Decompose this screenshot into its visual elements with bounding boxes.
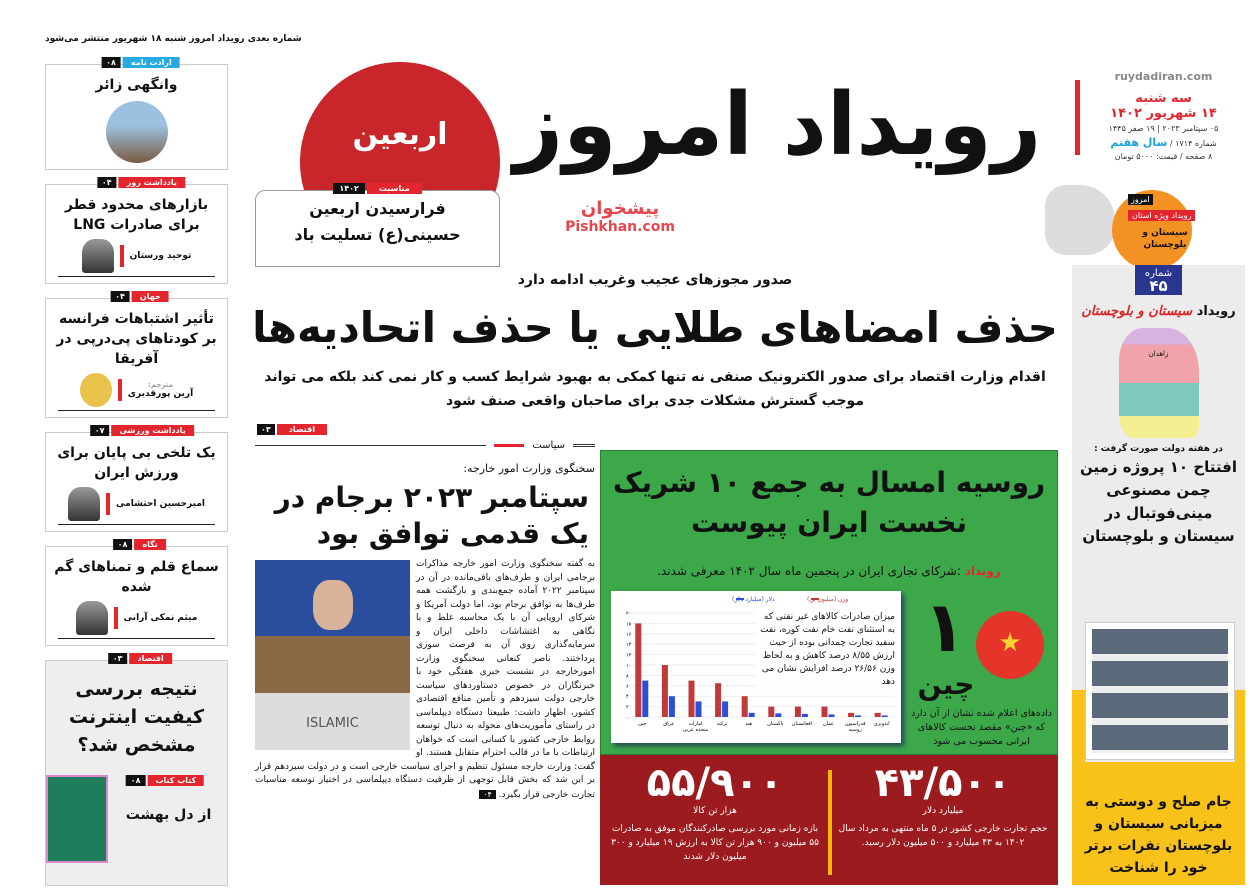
bar-value bbox=[749, 713, 755, 717]
bar-value bbox=[829, 714, 835, 717]
story-category: جهان bbox=[132, 291, 169, 302]
trade-sub: :شرکای تجاری ایران در پنجمین ماه سال ۱۴۰۲ معرفی شدند. bbox=[657, 564, 961, 578]
x-tick-label: افغانستان bbox=[791, 721, 813, 727]
yellow-panel-edge bbox=[1235, 690, 1245, 762]
bar-value bbox=[802, 714, 808, 717]
section-label: سیاست bbox=[532, 440, 565, 451]
author-photo bbox=[68, 487, 100, 521]
arbaeen-calligraphy: اربعین bbox=[352, 117, 448, 152]
story-page: ۰۸ bbox=[101, 57, 121, 68]
story-title: یک تلخی بی پایان برای ورزش ایران bbox=[57, 445, 216, 481]
y-tick-label: ۱۶ bbox=[626, 631, 632, 638]
x-tick-label: اندونزی bbox=[873, 721, 890, 727]
story-category: ارادت نامه bbox=[123, 57, 180, 68]
politics-body-top: به گفته سخنگوی وزارت امور خارجه مذاکرات برجامی ایران و طرف‌های باقی‌مانده در آن در سپتامبر ۲۰۲۲ آماده جمع‌بندی و بازگشت همه طرف‌ها به توافق برجام بود، اما دولت آمریکا و شرکای اروپایی آن با یک محاسبه غلط و با نگاهی به اغتشاشات داخلی ایران و سرمایه‌گذاری روی آن به فرصت سوزی پرداختند. ناصر کنعانی سخنگوی وزارت امورخارجه در نشست خبری هفتگی خود با خبرنگاران در خصوص دستاوردهای سیاست خارجی دولت سیزدهم و تأمین bbox=[416, 559, 595, 704]
arbaeen-box[interactable] bbox=[255, 184, 500, 267]
bar-weight bbox=[768, 707, 774, 717]
politics-kicker: سخنگوی وزارت امور خارجه: bbox=[463, 462, 595, 475]
bar-weight bbox=[689, 681, 695, 717]
x-tick-label: فدراسیون روسیه bbox=[844, 721, 866, 733]
main-num: ۰۳ bbox=[257, 424, 275, 435]
story-page: ۰۴ bbox=[97, 177, 117, 188]
insert-headline[interactable]: افتتاح ۱۰ پروژه زمین چمن مصنوعی مینی‌فوتبال در سیستان و بلوچستان bbox=[1080, 458, 1237, 545]
story-title: بازارهای محدود قطر برای صادرات LNG bbox=[64, 197, 209, 233]
author-photo bbox=[76, 601, 108, 635]
watermark-en: Pishkhan.com bbox=[565, 219, 675, 235]
arbaeen-tag: مناسبت bbox=[367, 183, 422, 194]
y-tick-label: ۰ bbox=[626, 715, 629, 721]
insert-issue-label: شماره bbox=[1144, 268, 1173, 279]
arbaeen-title: فرارسیدن اربعین حسینی(ع) تسلیت باد bbox=[294, 199, 461, 244]
bar-value bbox=[882, 715, 888, 717]
year: سال هفتم bbox=[1110, 136, 1168, 149]
y-tick-label: ۲۰ bbox=[626, 611, 632, 617]
bar-weight bbox=[822, 707, 828, 717]
divider bbox=[114, 607, 118, 629]
next-issue-note: شماره بعدی رویداد امروز شنبه ۱۸ شهریور منتشر می‌شود bbox=[45, 34, 302, 44]
podium-text: ISLAMIC bbox=[306, 715, 359, 731]
divider bbox=[118, 379, 122, 401]
y-tick-label: ۴ bbox=[626, 694, 629, 701]
map-today: امروز bbox=[1128, 194, 1153, 205]
y-tick-label: ۲ bbox=[626, 704, 629, 711]
arbaeen-tag-num: ۱۴۰۲ bbox=[333, 183, 365, 194]
left-story-box[interactable] bbox=[46, 775, 227, 870]
trade-headline[interactable]: روسیه امسال به جمع ۱۰ شریک نخست ایران پیوست bbox=[612, 466, 1046, 539]
source-logo: رویداد bbox=[964, 564, 1001, 578]
legend-label: دلار (میلیارد دلار) bbox=[732, 596, 775, 603]
author-role: مترجم: bbox=[148, 381, 173, 389]
stat2-text: بازه زمانی مورد بررسی صادرکنندگان موفق به صادرات ۵۵ میلیون و ۹۰۰ هزار تن کالا به ارزش ۱۹ میلیارد و ۳۰۰ میلیون دلار شدند bbox=[611, 824, 819, 862]
y-tick-label: ۱۲ bbox=[626, 652, 632, 659]
x-tick-label: ترکیه bbox=[716, 721, 728, 727]
bar-value bbox=[669, 696, 675, 717]
issue-number: شماره ۱۷۱۴ / bbox=[1169, 139, 1217, 148]
divider bbox=[828, 770, 832, 875]
story-category: نگاه bbox=[134, 539, 165, 550]
stat1-value: ۴۳/۵۰۰ bbox=[874, 760, 1012, 806]
y-tick-label: ۱۸ bbox=[626, 621, 632, 628]
author-photo bbox=[82, 239, 114, 273]
politics-body bbox=[255, 558, 595, 888]
left-story-box[interactable] bbox=[45, 654, 228, 886]
stat1-unit: میلیارد دلار bbox=[922, 806, 964, 816]
left-story-box[interactable] bbox=[45, 58, 228, 170]
story-title: وانگهی زائر bbox=[95, 77, 178, 93]
main-cat: اقتصاد bbox=[277, 424, 327, 435]
author-name: میثم نمکی آرانی bbox=[123, 613, 198, 623]
author-name: آرین پورقدیری bbox=[127, 389, 194, 399]
insert-issue-num: ۴۵ bbox=[1149, 277, 1168, 295]
issue-info bbox=[1082, 70, 1245, 161]
page-ref: ۰۴ bbox=[479, 790, 496, 799]
x-tick-label: عراق bbox=[663, 721, 675, 727]
divider bbox=[1075, 80, 1080, 155]
author-photo bbox=[80, 373, 112, 407]
bar-value bbox=[775, 713, 781, 717]
trade-partners-box bbox=[600, 450, 1058, 755]
story-page: ۰۴ bbox=[110, 291, 130, 302]
politics-body-bottom: منافع اقتصادی کشور، اظهار داشت: طبیعتا دستگاه دیپلماسی در راستای مأموریت‌های محوله به دنبال توسعه روابط خارجی کشور با کسانی است که خواهان ارتباطات با ما در قالب احترام متقابل هستند. او گفت: وزارت خارجه مسئول تنظیم و اجرای سیاست خارجی است و در دولت سیزدهم قرار بر این شد که بخش قابل توجهی از ظرفیت دستگاه دیپلماسی در اختیار توسعه مناسبات تجارت خارجی قرار بگیرد. bbox=[255, 694, 595, 800]
left-story-box[interactable] bbox=[45, 540, 228, 646]
site-url[interactable]: ruydadiran.com bbox=[1114, 70, 1213, 83]
insert-title-a: رویداد bbox=[1196, 304, 1236, 319]
bar-value bbox=[855, 715, 861, 717]
bar-weight bbox=[875, 713, 881, 717]
yellow-panel-edge bbox=[1072, 690, 1085, 762]
spokesman-photo bbox=[255, 560, 410, 750]
bar-value bbox=[642, 681, 648, 717]
divider bbox=[58, 638, 215, 639]
bar-weight bbox=[715, 683, 721, 717]
watermark-fa: پیشخوان bbox=[580, 198, 660, 219]
iran-map bbox=[1045, 185, 1115, 255]
legend-label: وزن (میلیون تن) bbox=[807, 596, 849, 603]
main-headline[interactable]: حذف امضاهای طلایی یا حذف اتحادیه‌ها bbox=[252, 303, 1058, 352]
left-story-box[interactable] bbox=[45, 178, 228, 284]
weekday: سه شنبه bbox=[1135, 91, 1192, 106]
divider bbox=[120, 245, 124, 267]
insert-page-thumbnail bbox=[1085, 622, 1235, 760]
export-chart bbox=[611, 591, 901, 743]
divider bbox=[58, 276, 215, 277]
y-tick-label: ۶ bbox=[626, 683, 629, 690]
story-category: یادداشت روز bbox=[119, 177, 185, 188]
masthead-logo[interactable]: رویداد امروز bbox=[513, 75, 1042, 175]
price: ۸ صفحه / قیمت: ۵۰۰۰ تومان bbox=[1114, 152, 1213, 161]
y-tick-label: ۱۰ bbox=[626, 663, 632, 669]
x-tick-label: هند bbox=[745, 721, 753, 727]
bar-weight bbox=[848, 713, 854, 717]
book-cover bbox=[46, 775, 108, 863]
stat2-unit: هزار تن کالا bbox=[693, 806, 737, 816]
story-title: سماع قلم و تمناهای گم شده bbox=[54, 559, 219, 595]
bar-value bbox=[722, 701, 728, 717]
left-column bbox=[45, 58, 228, 886]
story-page: ۰۷ bbox=[90, 425, 110, 436]
chart-note: میزان صادرات کالاهای غیر نفتی که به استثنای نفت خام نفت کوره، نفت سفید تجارت چمدانی بوده از حیث ارزش ۸/۵۵ درصد کاهش و به لحاظ وزن ۲۶/۵۶ درصد افزایش نشان می دهد bbox=[755, 611, 895, 689]
province-map bbox=[1119, 328, 1199, 438]
story-title: تأثیر اشتباهات فرانسه بر کودتاهای پی‌درپی در آفریقا bbox=[56, 311, 217, 367]
rank-number: ۱ bbox=[923, 586, 966, 668]
speaker-figure bbox=[313, 580, 353, 630]
divider bbox=[58, 524, 215, 525]
map-province: سیستان و بلوچستان bbox=[1142, 228, 1188, 250]
country-text: داده‌های اعلام شده نشان از آن دارد که «چین» مقصد نخست کالاهای ایرانی محسوب می شود bbox=[911, 708, 1052, 747]
bar-weight bbox=[662, 665, 668, 717]
main-kicker: صدور مجوزهای عجیب وغریب ادامه دارد bbox=[517, 272, 793, 288]
pilgrim-photo bbox=[106, 101, 168, 163]
bar-value bbox=[696, 701, 702, 717]
map-label: رویداد ویژه استان bbox=[1128, 210, 1195, 221]
bar-weight bbox=[742, 696, 748, 717]
bottom-headline[interactable]: جام صلح و دوستی به میزبانی سیستان و بلوچستان نفرات برتر خود را شناخت bbox=[1084, 794, 1233, 876]
yellow-panel bbox=[1072, 762, 1245, 885]
story-category: اقتصاد bbox=[129, 653, 171, 664]
x-tick-label: امارات متحده عربی bbox=[682, 721, 709, 733]
rank-country: چین bbox=[917, 668, 975, 701]
y-tick-label: ۸ bbox=[626, 673, 629, 680]
main-lead: اقدام وزارت اقتصاد برای صدور الکترونیک صنفی نه تنها کمکی به بهبود شرایط کسب و کار نمی کند بلکه می تواند موجب گسترش مشکلات جدی برای صاحبان واقعی صنف شود bbox=[264, 369, 1046, 409]
left-story-box[interactable] bbox=[45, 292, 228, 418]
map-city: زاهدان bbox=[1148, 350, 1169, 358]
china-flag-icon: ★ bbox=[976, 611, 1044, 679]
insert-kicker: در هفته دولت صورت گرفت : bbox=[1094, 444, 1223, 454]
story-page: ۰۳ bbox=[108, 653, 128, 664]
date-other: ۰۵ سپتامبر ۲۰۲۳ | ۱۹ صفر ۱۴۴۵ bbox=[1108, 124, 1219, 133]
story-page: ۰۸ bbox=[113, 539, 133, 550]
story-category: یادداشت ورزشی bbox=[111, 425, 193, 436]
bar-weight bbox=[795, 707, 801, 717]
divider bbox=[106, 493, 110, 515]
watermark bbox=[560, 198, 680, 235]
left-story-box[interactable] bbox=[45, 426, 228, 532]
divider bbox=[58, 410, 215, 411]
date-fa: ۱۴ شهریور ۱۴۰۲ bbox=[1110, 106, 1217, 121]
stat2-value: ۵۵/۹۰۰ bbox=[646, 760, 784, 806]
story-title: از دل بهشت bbox=[125, 807, 212, 823]
story-title: نتیجه بررسی کیفیت اینترنت مشخص شد؟ bbox=[68, 678, 205, 756]
x-tick-label: پاکستان bbox=[767, 721, 784, 727]
politics-headline[interactable]: سپتامبر ۲۰۲۳ برجام در یک قدمی توافق بود bbox=[274, 481, 589, 550]
author-name: امیرحسین احتشامی bbox=[116, 499, 205, 509]
story-page: ۰۸ bbox=[126, 775, 146, 786]
x-tick-label: چین bbox=[638, 721, 647, 727]
trade-stats-box bbox=[600, 755, 1058, 885]
bar-weight bbox=[635, 623, 641, 717]
author-name: توحید ورستان bbox=[129, 251, 192, 261]
x-tick-label: عمان bbox=[822, 721, 835, 727]
stat1-text: حجم تجارت خارجی کشور در ۵ ماه منتهی به مرداد سال ۱۴۰۲ به ۴۳ میلیارد و ۵۰۰ میلیون دلار رسید. bbox=[838, 824, 1048, 848]
y-tick-label: ۱۴ bbox=[626, 642, 632, 649]
story-category: کتاب کتاب bbox=[147, 775, 204, 786]
insert-title-b: سیستان و بلوچستان bbox=[1081, 304, 1193, 319]
politics-section bbox=[255, 440, 595, 451]
